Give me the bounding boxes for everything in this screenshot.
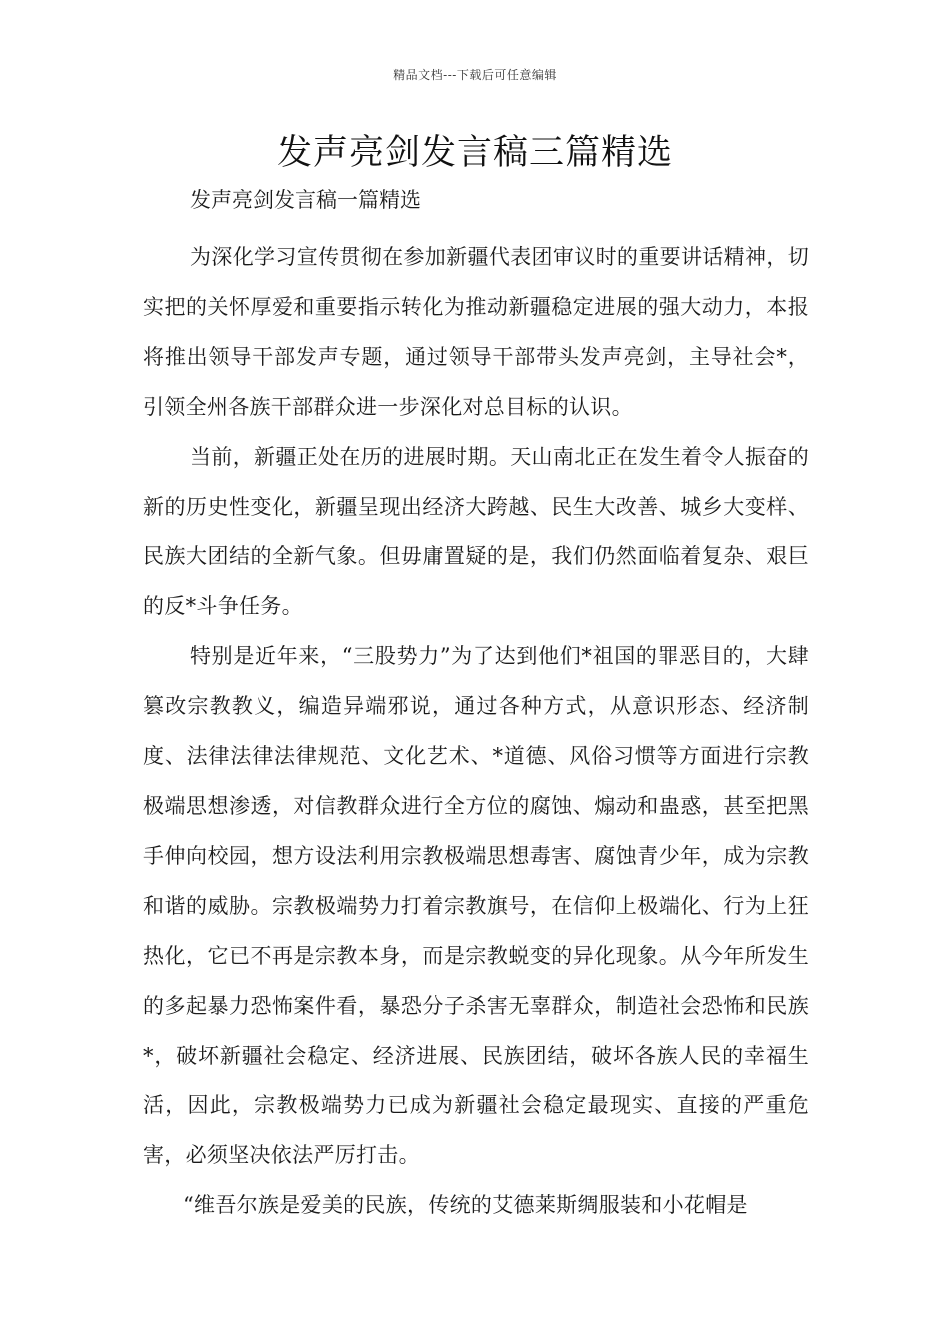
- paragraph-1: 为深化学习宣传贯彻在参加新疆代表团审议时的重要讲话精神，切实把的关怀厚爱和重要指示转化为推动新疆稳定进展的强大动力，本报将推出领导干部发声专题，通过领导干部带头发声亮剑，主导社会*，引领全州各族干部群众进一步深化对总目标的认识。: [143, 245, 809, 419]
- paragraph-3: 特别是近年来，“三股势力”为了达到他们*祖国的罪恶目的，大肆篡改宗教教义，编造异端邪说，通过各种方式，从意识形态、经济制度、法律法律法律规范、文化艺术、*道德、风俗习惯等方面进行宗教极端思想渗透，对信教群众进行全方位的腐蚀、煽动和蛊惑，甚至把黑手伸向校园，想方设法利用宗教极端思想毒害、腐蚀青少年，成为宗教和谐的威胁。宗教极端势力打着宗教旗号，在信仰上极端化、行为上狂热化，它已不再是宗教本身，而是宗教蜕变的异化现象。从今年所发生的多起暴力恐怖案件看，暴恐分子杀害无辜群众，制造社会恐怖和民族*，破坏新疆社会稳定、经济进展、民族团结，破坏各族人民的幸福生活，因此，宗教极端势力已成为新疆社会稳定最现实、直接的严重危害，必须坚决依法严厉打击。: [143, 644, 809, 1168]
- header-note: 精品文档---下载后可任意编辑: [393, 68, 557, 82]
- paragraph-2: 当前，新疆正处在历的进展时期。天山南北正在发生着令人振奋的新的历史性变化，新疆呈现出经济大跨越、民生大改善、城乡大变样、民族大团结的全新气象。但毋庸置疑的是，我们仍然面临着复杂、艰巨的反*斗争任务。: [143, 444, 809, 619]
- document-subtitle: 发声亮剑发言稿一篇精选: [190, 188, 421, 212]
- document-title: 发声亮剑发言稿三篇精选: [276, 133, 673, 173]
- document-body: [143, 233, 809, 1231]
- paragraph-4: “维吾尔族是爱美的民族，传统的艾德莱斯绸服装和小花帽是: [183, 1193, 748, 1218]
